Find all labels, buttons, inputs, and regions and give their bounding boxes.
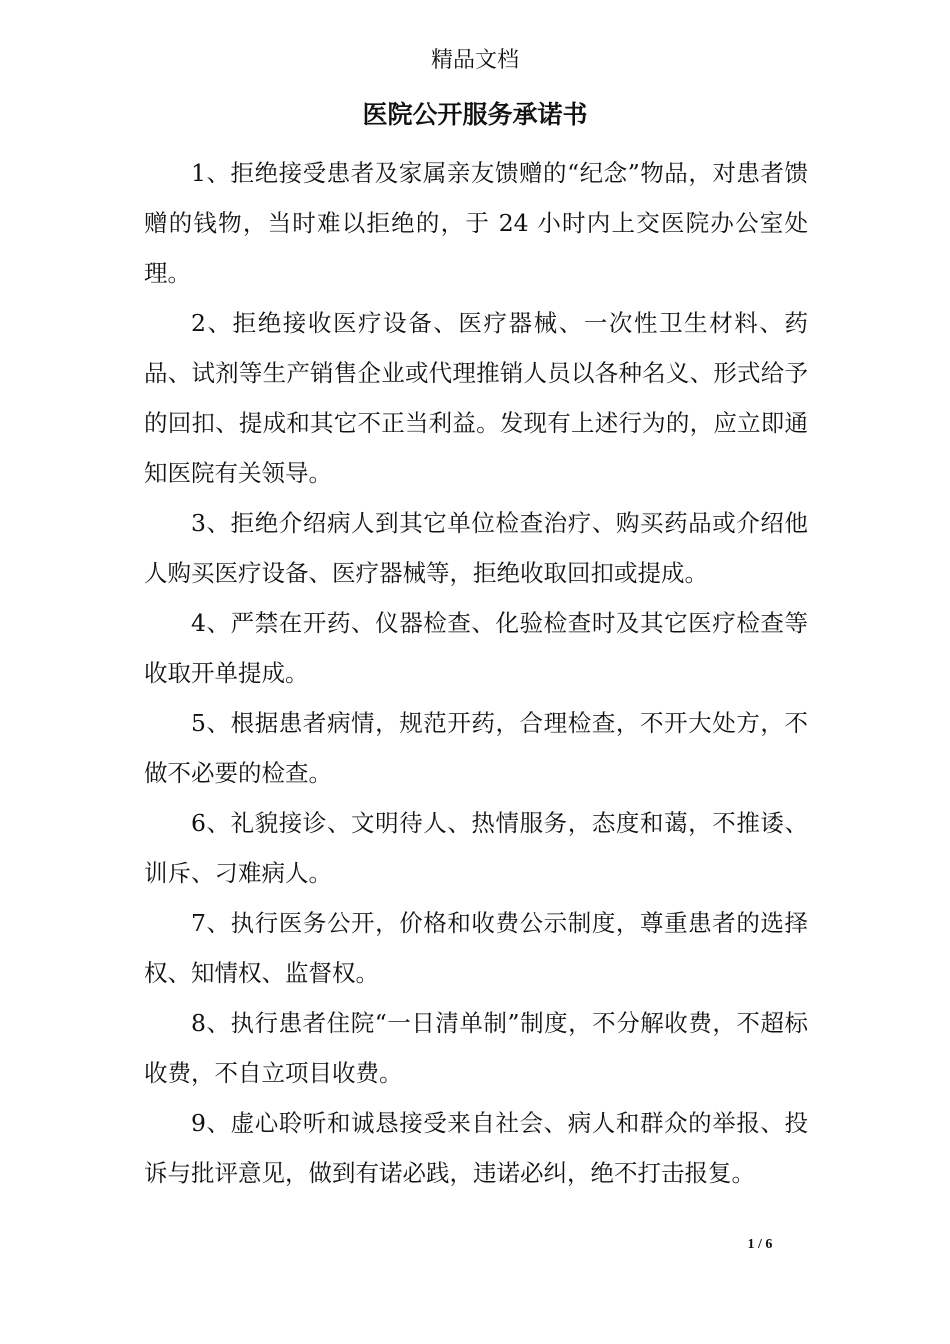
- document-title: 医院公开服务承诺书: [362, 100, 588, 129]
- commitment-item-8: 8、执行患者住院“一日清单制”制度，不分解收费，不超标收费，不自立项目收费。: [144, 1009, 808, 1087]
- commitment-item-6: 6、礼貌接诊、文明待人、热情服务，态度和蔼，不推诿、训斥、刁难病人。: [144, 809, 808, 887]
- commitment-item-9: 9、虚心聆听和诚恳接受来自社会、病人和群众的举报、投诉与批评意见，做到有诺必践，违诺必纠，绝不打击报复。: [144, 1109, 808, 1187]
- commitment-item-5: 5、根据患者病情，规范开药，合理检查，不开大处方，不做不必要的检查。: [144, 709, 808, 787]
- page-number: 1 / 6: [747, 1237, 773, 1252]
- commitment-item-3: 3、拒绝介绍病人到其它单位检查治疗、购买药品或介绍他人购买医疗设备、医疗器械等，拒绝收取回扣或提成。: [144, 509, 808, 587]
- commitment-item-2: 2、拒绝接收医疗设备、医疗器械、一次性卫生材料、药品、试剂等生产销售企业或代理推销人员以各种名义、形式给予的回扣、提成和其它不正当利益。发现有上述行为的，应立即通知医院有关领导。: [144, 309, 808, 487]
- page-header: 精品文档: [430, 48, 519, 73]
- document-body: [144, 148, 808, 1198]
- commitment-item-7: 7、执行医务公开，价格和收费公示制度，尊重患者的选择权、知情权、监督权。: [144, 909, 808, 987]
- commitment-item-1: 1、拒绝接受患者及家属亲友馈赠的“纪念”物品，对患者馈赠的钱物，当时难以拒绝的，于 24 小时内上交医院办公室处理。: [144, 159, 808, 287]
- commitment-item-4: 4、严禁在开药、仪器检查、化验检查时及其它医疗检查等收取开单提成。: [144, 609, 808, 687]
